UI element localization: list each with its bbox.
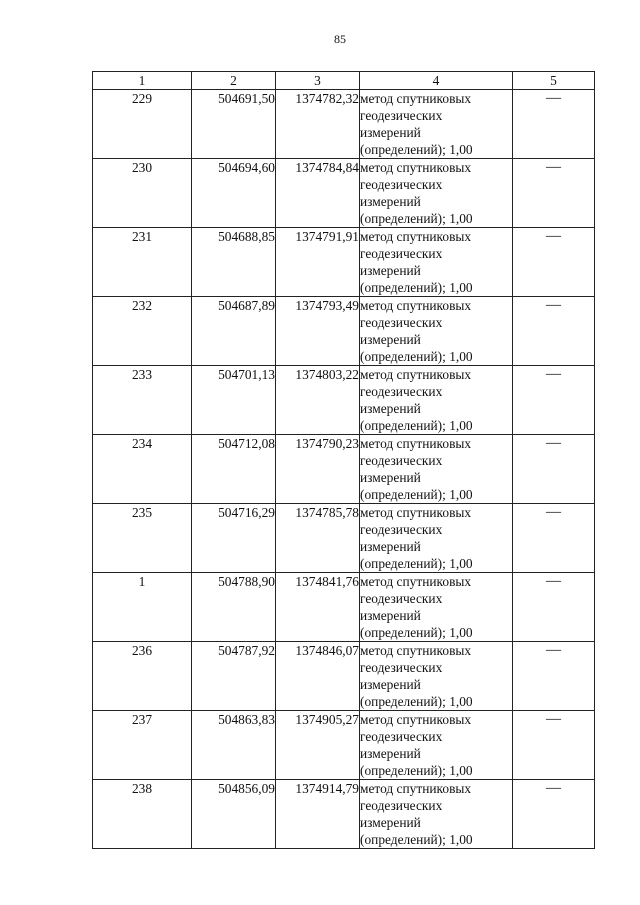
x-coordinate-cell: 504856,09 [192, 780, 276, 849]
method-text-line: метод спутниковых [360, 298, 472, 313]
method-text-line: (определений); 1,00 [360, 142, 473, 157]
method-text-line: метод спутниковых [360, 436, 472, 451]
point-number-cell: 236 [93, 642, 192, 711]
table-row [93, 90, 595, 159]
method-text-line: метод спутниковых [360, 505, 472, 520]
column-header-4: 4 [360, 72, 513, 90]
table-row [93, 366, 595, 435]
method-text-line: метод спутниковых [360, 367, 472, 382]
method-cell [360, 504, 513, 573]
x-coordinate-cell: 504694,60 [192, 159, 276, 228]
note-cell: — [513, 642, 595, 711]
method-text-line: (определений); 1,00 [360, 625, 473, 640]
y-coordinate-cell: 1374914,79 [276, 780, 360, 849]
point-number-cell: 238 [93, 780, 192, 849]
method-cell [360, 711, 513, 780]
y-coordinate-cell: 1374790,23 [276, 435, 360, 504]
method-cell [360, 642, 513, 711]
table-row [93, 159, 595, 228]
method-text-line: измерений [360, 263, 421, 278]
x-coordinate-cell: 504787,92 [192, 642, 276, 711]
x-coordinate-cell: 504688,85 [192, 228, 276, 297]
x-coordinate-cell: 504863,83 [192, 711, 276, 780]
point-number-cell: 1 [93, 573, 192, 642]
method-text-line: метод спутниковых [360, 229, 472, 244]
point-number-cell: 232 [93, 297, 192, 366]
method-text-line: геодезических [360, 108, 443, 123]
coordinates-table [92, 71, 595, 849]
table-row [93, 435, 595, 504]
note-cell: — [513, 504, 595, 573]
method-text-line: измерений [360, 125, 421, 140]
point-number-cell: 234 [93, 435, 192, 504]
column-header-1: 1 [93, 72, 192, 90]
method-text-line: геодезических [360, 798, 443, 813]
method-text-line: измерений [360, 401, 421, 416]
method-text-line: метод спутниковых [360, 160, 472, 175]
method-cell [360, 780, 513, 849]
x-coordinate-cell: 504788,90 [192, 573, 276, 642]
note-cell: — [513, 435, 595, 504]
table-body [93, 90, 595, 849]
note-cell: — [513, 780, 595, 849]
method-cell [360, 297, 513, 366]
column-header-2: 2 [192, 72, 276, 90]
table-row [93, 228, 595, 297]
method-text-line: измерений [360, 539, 421, 554]
y-coordinate-cell: 1374846,07 [276, 642, 360, 711]
method-text-line: (определений); 1,00 [360, 832, 473, 847]
method-text-line: измерений [360, 608, 421, 623]
note-cell: — [513, 159, 595, 228]
method-text-line: измерений [360, 470, 421, 485]
table-row [93, 573, 595, 642]
point-number-cell: 233 [93, 366, 192, 435]
note-cell: — [513, 90, 595, 159]
method-text-line: геодезических [360, 453, 443, 468]
method-text-line: геодезических [360, 177, 443, 192]
y-coordinate-cell: 1374785,78 [276, 504, 360, 573]
method-text-line: геодезических [360, 384, 443, 399]
method-text-line: (определений); 1,00 [360, 349, 473, 364]
method-text-line: геодезических [360, 522, 443, 537]
y-coordinate-cell: 1374803,22 [276, 366, 360, 435]
method-text-line: измерений [360, 332, 421, 347]
page-number: 85 [334, 32, 346, 46]
table-row [93, 642, 595, 711]
method-text-line: геодезических [360, 246, 443, 261]
method-text-line: метод спутниковых [360, 91, 472, 106]
method-text-line: (определений); 1,00 [360, 763, 473, 778]
point-number-cell: 235 [93, 504, 192, 573]
point-number-cell: 231 [93, 228, 192, 297]
method-text-line: метод спутниковых [360, 712, 472, 727]
method-cell [360, 435, 513, 504]
method-text-line: измерений [360, 194, 421, 209]
x-coordinate-cell: 504687,89 [192, 297, 276, 366]
method-text-line: измерений [360, 746, 421, 761]
x-coordinate-cell: 504691,50 [192, 90, 276, 159]
y-coordinate-cell: 1374905,27 [276, 711, 360, 780]
method-cell [360, 159, 513, 228]
method-cell [360, 228, 513, 297]
method-text-line: метод спутниковых [360, 643, 472, 658]
method-text-line: (определений); 1,00 [360, 211, 473, 226]
table-row [93, 780, 595, 849]
x-coordinate-cell: 504701,13 [192, 366, 276, 435]
y-coordinate-cell: 1374784,84 [276, 159, 360, 228]
y-coordinate-cell: 1374782,32 [276, 90, 360, 159]
table-row [93, 297, 595, 366]
method-text-line: (определений); 1,00 [360, 280, 473, 295]
note-cell: — [513, 297, 595, 366]
method-text-line: измерений [360, 815, 421, 830]
table-row [93, 504, 595, 573]
point-number-cell: 237 [93, 711, 192, 780]
method-cell [360, 90, 513, 159]
note-cell: — [513, 573, 595, 642]
note-cell: — [513, 366, 595, 435]
note-cell: — [513, 711, 595, 780]
point-number-cell: 229 [93, 90, 192, 159]
column-header-3: 3 [276, 72, 360, 90]
table-header-row [93, 72, 595, 90]
method-cell [360, 573, 513, 642]
method-text-line: (определений); 1,00 [360, 418, 473, 433]
method-text-line: геодезических [360, 729, 443, 744]
table-row [93, 711, 595, 780]
method-text-line: измерений [360, 677, 421, 692]
y-coordinate-cell: 1374793,49 [276, 297, 360, 366]
point-number-cell: 230 [93, 159, 192, 228]
x-coordinate-cell: 504712,08 [192, 435, 276, 504]
x-coordinate-cell: 504716,29 [192, 504, 276, 573]
column-header-5: 5 [513, 72, 595, 90]
note-cell: — [513, 228, 595, 297]
method-text-line: (определений); 1,00 [360, 694, 473, 709]
y-coordinate-cell: 1374791,91 [276, 228, 360, 297]
method-text-line: (определений); 1,00 [360, 556, 473, 571]
method-text-line: метод спутниковых [360, 781, 472, 796]
method-text-line: геодезических [360, 660, 443, 675]
method-text-line: геодезических [360, 591, 443, 606]
method-cell [360, 366, 513, 435]
method-text-line: геодезических [360, 315, 443, 330]
method-text-line: (определений); 1,00 [360, 487, 473, 502]
y-coordinate-cell: 1374841,76 [276, 573, 360, 642]
method-text-line: метод спутниковых [360, 574, 472, 589]
